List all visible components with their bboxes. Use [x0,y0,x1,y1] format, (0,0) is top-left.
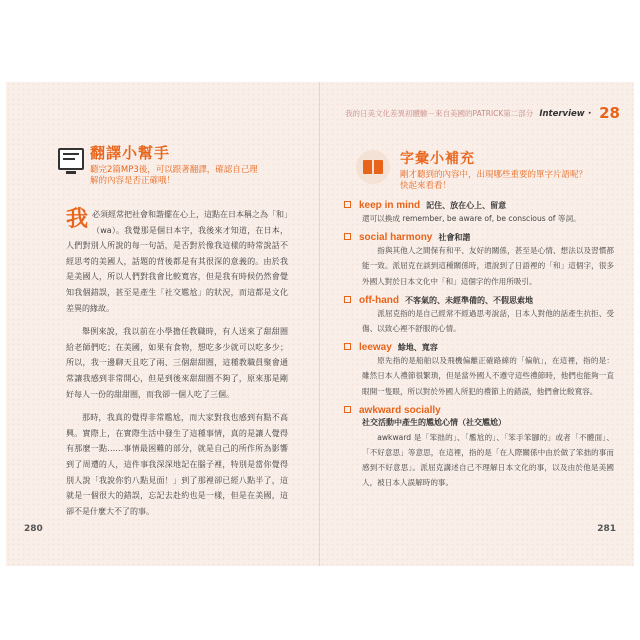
book-spread [6,82,634,566]
section-title: 翻譯小幫手 [90,144,171,162]
paragraph: 我必須經常把社會和諧擺在心上，這點在日本稱之為「和」（wa）。我覺那是個日本字，我後來才知道，在日本，人們對別人所說的每一句話，是否對於像我這樣的時常說話不經思考的美國人，話題的背後都是有其很深的意義的。由於我是美國人，所以人們對我會比較寬容，但是我有時候仍然會覺知我個錯誤，甚至是產生「社交尷尬」的狀況，而這都是文化差異的緣故。 [66,207,289,313]
running-head [345,104,620,122]
vocab-entry [344,342,614,399]
vocab-entry [344,405,614,491]
vocab-desc: awkward 是「笨拙的」、「尷尬的」、「笨手笨腳的」或者「不體面」、「不好意思」等意思，在這裡，指的是「在人際關係中由於做了笨拙的事而感到不好意思」。派屈克講述自己不理解日本文化的事，以及由於他是美國人，被日本人誤解時的事。 [362,432,614,488]
vocab-meaning: 記住、放在心上、留意 [426,201,507,210]
book-icon [356,150,390,184]
section-subtitle: 聽完2篇MP3後，可以跟著翻譯，確認自己理解的內容是否正確哦！ [90,165,258,186]
interview-number: 28 [599,104,620,122]
vocab-meaning: 不客氣的、未經準備的、不假思索地 [405,295,533,305]
paragraph: 舉例來說，我以前在小學擔任教職時，有人送來了甜甜圈給老師們吃；在美國，如果有食物，想吃多少就可以吃多少；所以，我一邊聊天且吃了兩、三個甜甜圈，這種教職員聚會通常讓我感到非常開心，但是到後來甜甜圈不夠了，原來那是剛好每人一份的甜甜圈，而我卻一個人吃了三個。 [66,327,288,399]
vocab-term: social harmony [359,232,433,244]
checkbox-icon [344,233,351,240]
computer-icon [58,148,84,170]
running-head-title: 我的日美文化差異初體驗－來自美國的PATRICK第二部分 [345,108,534,118]
vocab-list [344,200,614,497]
vocab-term: awkward socially [359,404,441,416]
vocab-term: leeway [359,342,392,354]
dropcap: 我 [66,207,89,232]
vocab-entry [344,200,614,226]
vocab-meaning: 社會和諧 [438,233,471,243]
vocab-desc: 原先指的是船舶以及飛機偏離正確路線的「偏航」，在這裡，指的是：雖然日本人禮節很繁瑣，但是當外國人不遵守這些禮節時，他們也能夠一直眼開一隻眼，所以對於外國人所犯的禮節上的錯誤，他們會比較寬容。 [362,356,614,396]
vocab-entry [344,232,614,289]
section-subtitle: 剛才聽到的內容中，出現哪些重要的單字片語呢？快起來看看！ [400,170,588,191]
checkbox-icon [344,343,351,350]
page-number: 280 [24,524,43,534]
vocab-term: keep in mind [359,200,421,211]
right-page [320,82,634,566]
vocab-header [356,148,590,192]
vocab-desc: 還可以換成 remember, be aware of, be conscious of 等詞。 [362,214,581,223]
page-number: 281 [597,524,616,534]
vocab-meaning: 餘地、寬容 [397,343,438,353]
paragraph: 那時，我真的覺得非常尷尬，而大家對我也感到有點不高興。實際上，在實際生活中發生了這種事情，真的是讓人覺得有那麼一點……事情最困難的部分，就是自己的所作所為影響到了周遭的人，這件事我深深地記在腦子裡，特別是當你覺得別人說「我說你豹八點見面！」到了那裡卻已經八點半了，這就是一個很大的錯誤，忘記去赴約也是一樣，但是在美國，這卻不是什麼大不了的事。 [66,413,288,516]
section-title: 字彙小補充 [400,151,475,167]
vocab-desc: 派屈克指的是自己經常不經過思考說話，日本人對他的話產生抗拒、受傷、以致心裡不舒服的心情。 [362,308,614,334]
interview-label: Interview・ [539,109,594,119]
vocab-term: off-hand [359,294,399,306]
vocab-desc: 指與其他人之間保有和平、友好的關係，甚至是心情、想法以及習慣都能一致。派屈克在談到這種關係時，還說到了日語裡的「和」這個字，很多外國人對於日本文化中「和」這個字的作用所吸引。 [362,246,614,286]
checkbox-icon [344,406,351,413]
translation-body [66,207,288,527]
checkbox-icon [344,296,351,303]
translation-helper-header [58,142,260,187]
vocab-subhead: 社交活動中產生的尷尬心情（社交尷尬） [362,417,506,427]
left-page [6,82,320,566]
vocab-entry [344,295,614,336]
checkbox-icon [344,201,351,208]
